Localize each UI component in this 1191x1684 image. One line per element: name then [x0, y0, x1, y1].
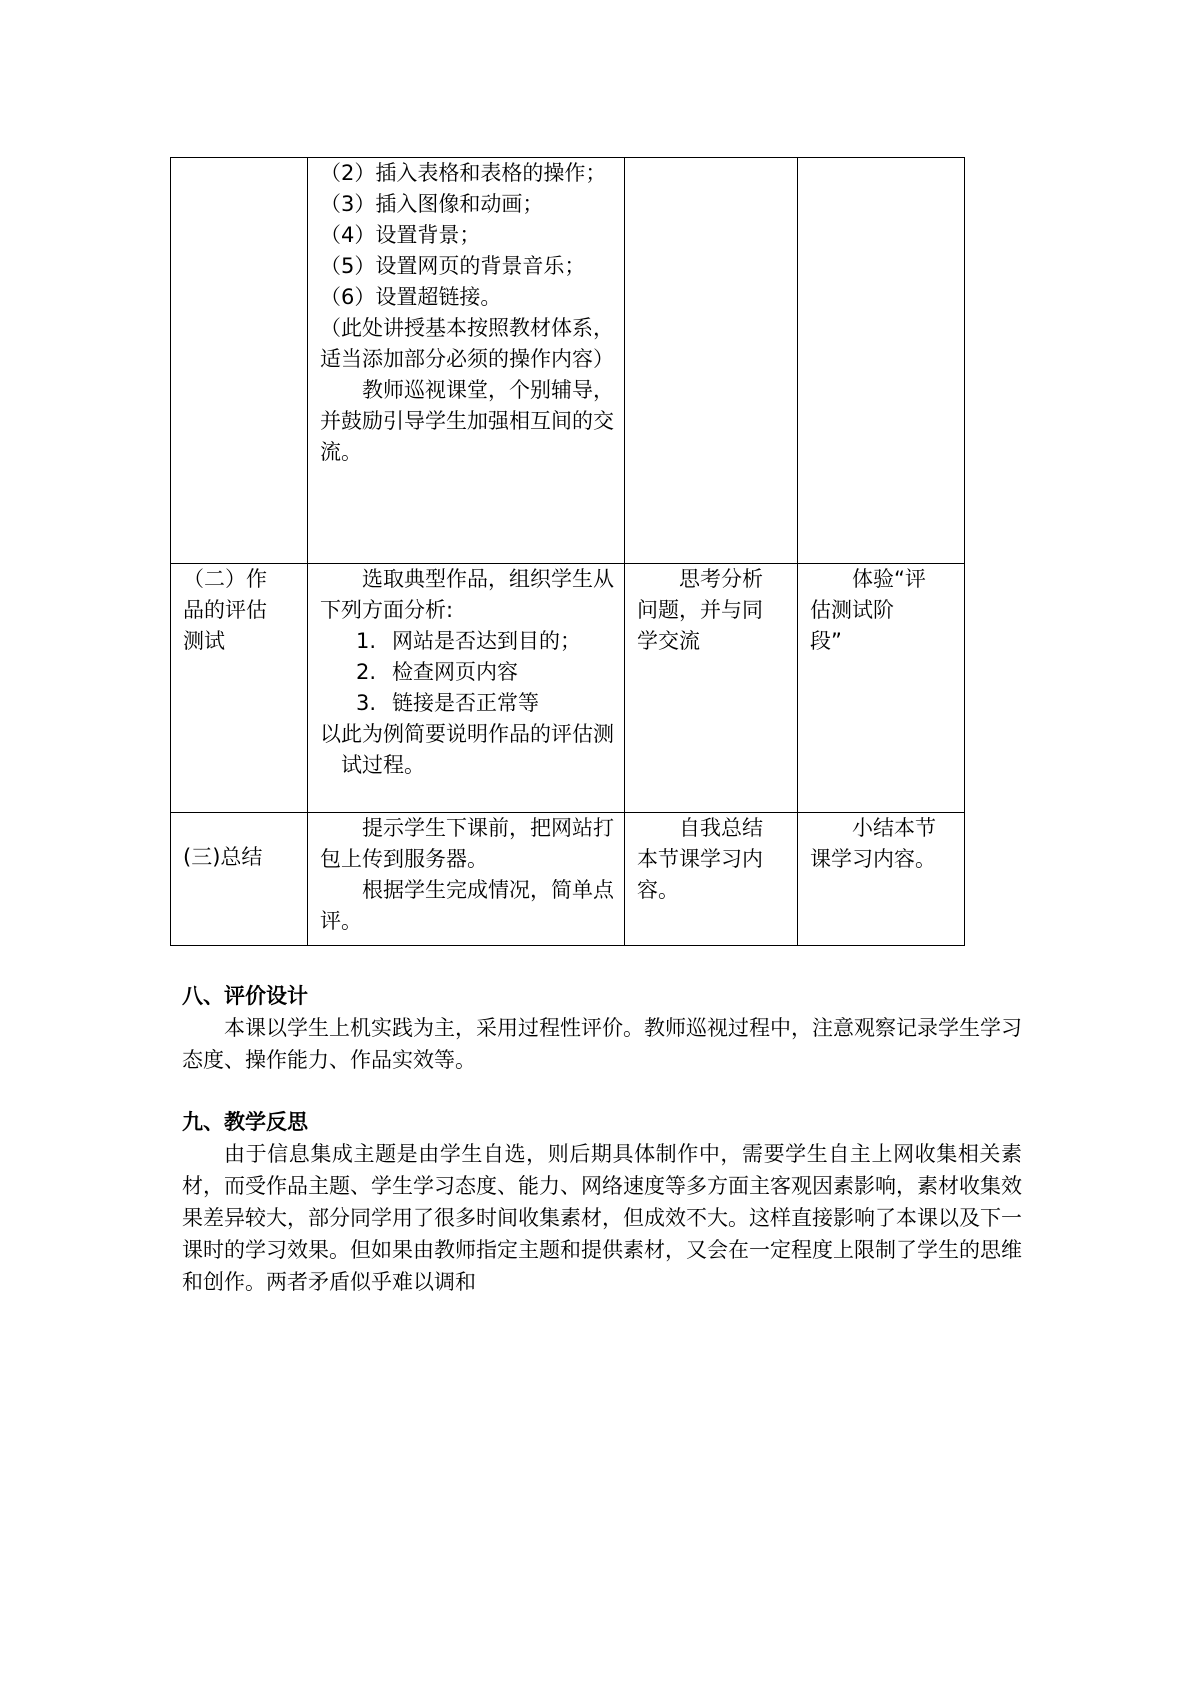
student-line: 自我总结 [679, 816, 763, 840]
design-intent-cell [798, 158, 965, 564]
list-number: 1. [356, 629, 377, 653]
section-heading: 九、教学反思 [182, 1110, 308, 1134]
teacher-line: （3）插入图像和动画； [320, 192, 544, 216]
teacher-outro: 以此为例简要说明作品的评估测试过程。 [320, 722, 614, 777]
teacher-activity-cell [308, 564, 625, 813]
intent-line: 估测试阶 [810, 598, 894, 622]
student-activity-cell [625, 158, 798, 564]
stage-line: 测试 [183, 629, 225, 653]
list-text: 链接是否正常等 [392, 691, 539, 715]
section-body: 由于信息集成主题是由学生自选，则后期具体制作中，需要学生自主上网收集相关素材，而受作品主题、学生学习态度、能力、网络速度等多方面主客观因素影响，素材收集效果差异较大，部分同学用了很多时间收集素材，但成效不大。这样直接影响了本课以及下一课时的学习效果。但如果由教师指定主题和提供素材，又会在一定程度上限制了学生的思维和创作。两者矛盾似乎难以调和 [182, 1142, 1022, 1294]
intent-line: 段” [810, 629, 842, 653]
teacher-line: （5）设置网页的背景音乐； [320, 254, 586, 278]
teacher-line: （此处讲授基本按照教材体系，适当添加部分必须的操作内容） [320, 316, 614, 371]
list-number: 3. [356, 691, 377, 715]
section-body: 本课以学生上机实践为主，采用过程性评价。教师巡视过程中，注意观察记录学生学习态度、操作能力、作品实效等。 [182, 1016, 1022, 1072]
stage-label: (三)总结 [183, 845, 263, 869]
teacher-line: 提示学生下课前，把网站打包上传到服务器。 [320, 816, 614, 871]
student-line: 思考分析 [679, 567, 763, 591]
list-number: 2. [356, 660, 377, 684]
intent-line: 体验“评 [852, 567, 926, 591]
design-intent-cell [798, 813, 965, 946]
stage-cell [171, 813, 308, 946]
student-activity-cell [625, 813, 798, 946]
list-item [320, 626, 614, 657]
student-line: 学交流 [637, 629, 700, 653]
intent-line: 课学习内容。 [810, 847, 936, 871]
list-text: 检查网页内容 [392, 660, 518, 684]
design-intent-cell [798, 564, 965, 813]
teacher-intro: 选取典型作品，组织学生从下列方面分析: [320, 567, 614, 622]
stage-line: （二）作 [183, 567, 267, 591]
stage-cell [171, 564, 308, 813]
student-line: 容。 [637, 878, 679, 902]
table-row [171, 564, 965, 813]
intent-line: 小结本节 [852, 816, 936, 840]
lesson-plan-table [170, 157, 965, 946]
list-item [320, 688, 614, 719]
section-heading: 八、评价设计 [182, 984, 308, 1008]
teacher-line: 教师巡视课堂，个别辅导，并鼓励引导学生加强相互间的交流。 [320, 378, 614, 464]
stage-cell [171, 158, 308, 564]
teaching-reflection-section [182, 1106, 1022, 1298]
teacher-line: （4）设置背景； [320, 223, 481, 247]
teacher-line: （2）插入表格和表格的操作； [320, 161, 607, 185]
evaluation-design-section [182, 980, 1022, 1076]
teacher-line: 根据学生完成情况，简单点评。 [320, 878, 614, 933]
student-line: 问题，并与同 [637, 598, 763, 622]
list-text: 网站是否达到目的； [392, 629, 581, 653]
table-row [171, 158, 965, 564]
student-activity-cell [625, 564, 798, 813]
teacher-activity-cell [308, 158, 625, 564]
stage-line: 品的评估 [183, 598, 267, 622]
teacher-activity-cell [308, 813, 625, 946]
student-line: 本节课学习内 [637, 847, 763, 871]
teacher-line: （6）设置超链接。 [320, 285, 502, 309]
table-row [171, 813, 965, 946]
list-item [320, 657, 614, 688]
